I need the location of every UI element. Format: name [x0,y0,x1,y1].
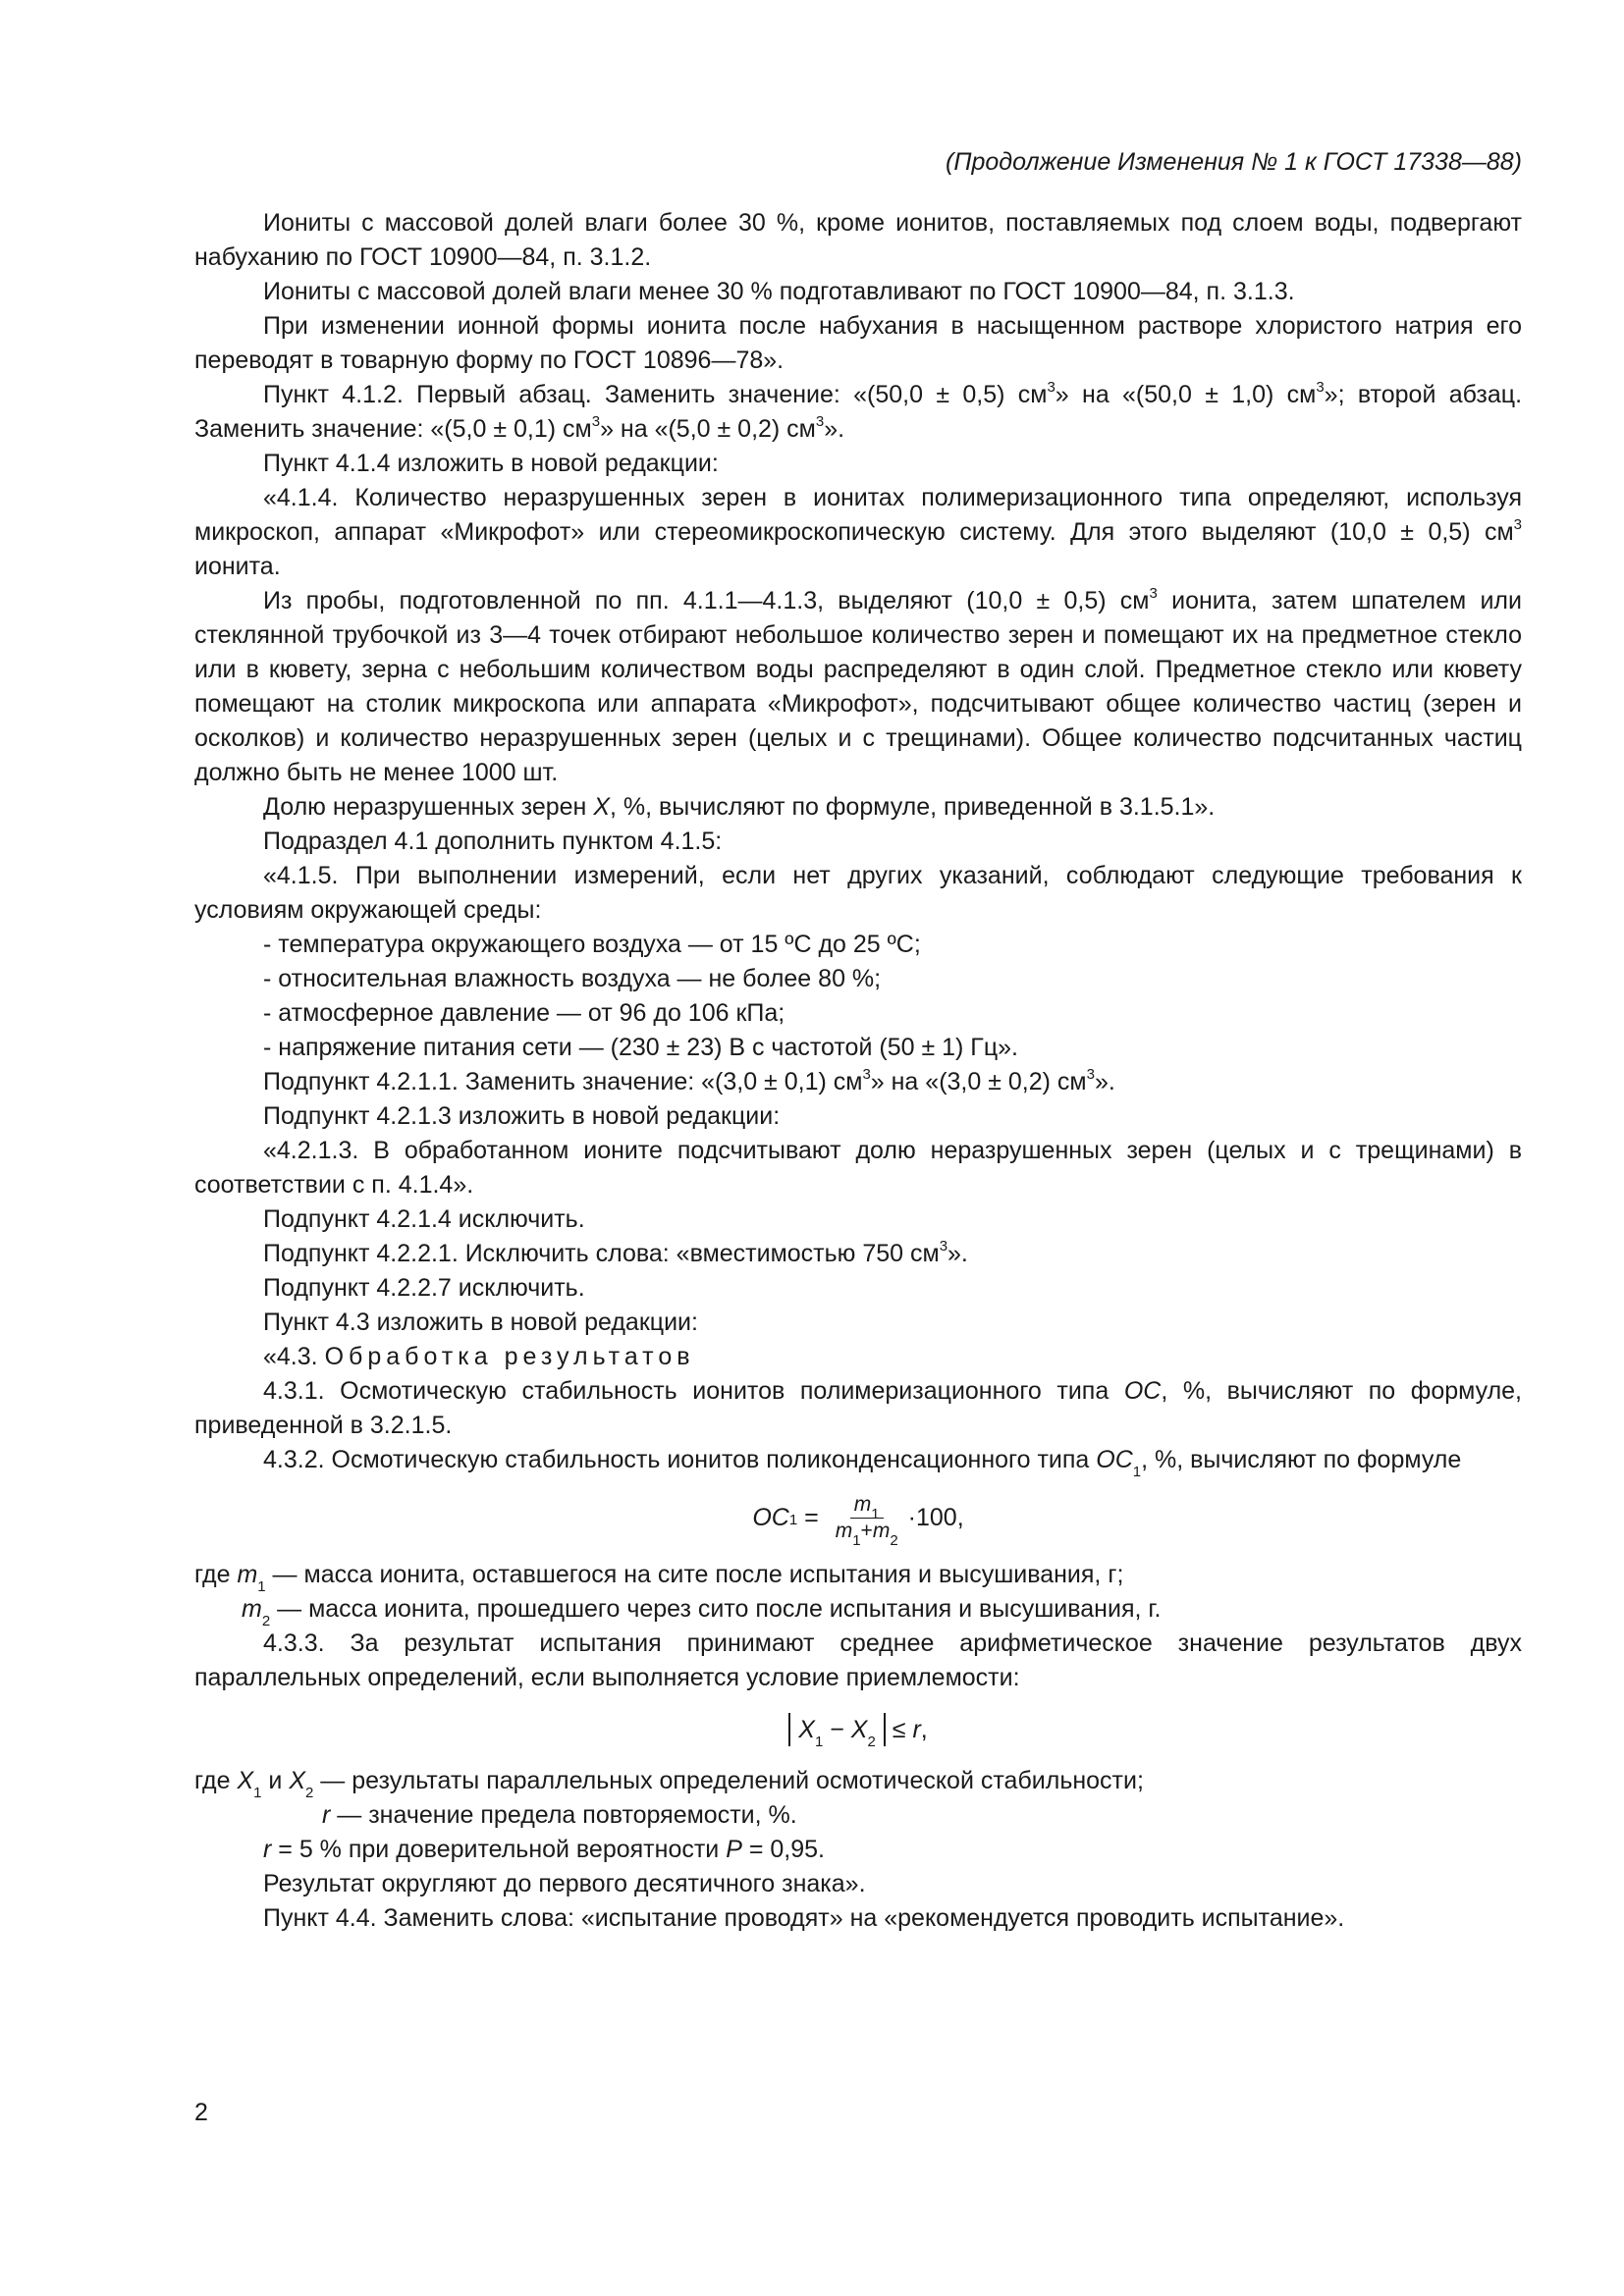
variable: P [726,1836,742,1863]
text-run: »; второй абзац. Заменить значение: «(5,0 ± 0,1) см [194,381,1523,443]
paragraph: При изменении ионной формы ионита после набухания в насыщенном растворе хлористого натрия его переводят в товарную форму по ГОСТ 10896—78». [194,312,1522,374]
formula-rhs: ·100, [907,1503,964,1531]
running-header: (Продолжение Изменения № 1 к ГОСТ 17338—88) [946,148,1522,176]
absolute-value [788,1713,886,1750]
text-run: ионита, затем шпателем или стеклянной трубочкой из 3—4 точек отбирают небольшое количество зерен и помещают их на предметное стекло или в кювету, зерна с небольшим количеством воды распределяют в один слой. Предметное стекло или кювету помещают на столик микроскопа или аппарата «Микрофот», подсчитывают общее количество частиц (зерен и осколков) и количество неразрушенных зерен (целых и с трещинами). Общее количество подсчитанных частиц должно быть не менее 1000 шт. [194,587,1522,786]
paragraph-4-3-2 [194,1443,1522,1480]
paragraph-4-3-1 [194,1374,1522,1443]
variable: r [322,1801,331,1829]
superscript: 3 [1316,378,1325,396]
paragraph: Иониты с массовой долей влаги более 30 %, кроме ионитов, поставляемых под слоем воды, подвергают набуханию по ГОСТ 10900—84, п. 3.1.2. [194,209,1522,271]
superscript: 3 [815,412,825,430]
paragraph: Иониты с массовой долей влаги менее 30 % подготавливают по ГОСТ 10900—84, п. 3.1.3. [263,278,1295,305]
text-run: » на «(50,0 ± 1,0) см [1055,381,1317,408]
variable: X [593,793,610,821]
paragraph [194,790,1522,825]
formula-acceptability [194,1695,1522,1764]
text-run: — значение предела повторяемости, %. [330,1801,797,1829]
text-run: ». [824,415,845,443]
variable: r [912,1715,921,1743]
text-run: = 5 % при доверительной вероятности [271,1836,727,1863]
variable: m [853,1492,872,1516]
text-run: Из пробы, подготовленной по пп. 4.1.1—4.1.3, выделяют (10,0 ± 0,5) см [263,587,1150,614]
paragraph-4-3-3: 4.3.3. За результат испытания принимают среднее арифметическое значение результатов двух параллельных определений, если выполняется условие приемлемости: [194,1629,1522,1691]
paragraph-4-1-4 [194,481,1522,584]
subscript: 1 [852,1531,861,1549]
variable: m [835,1519,853,1542]
paragraph: Подпункт 4.2.1.3 изложить в новой редакции: [263,1102,781,1130]
variable: m [242,1595,262,1623]
text-run: — масса ионита, оставшегося на сите после испытания и высушивания, г; [265,1561,1124,1588]
variable: X [237,1767,254,1794]
text-run: и [261,1767,290,1794]
superscript: 3 [862,1065,871,1083]
subscript: 1 [814,1734,824,1750]
list-item: - напряжение питания сети — (230 ± 23) В с частотой (50 ± 1) Гц». [263,1034,1018,1061]
subscript: 2 [890,1531,898,1549]
superscript: 3 [1149,584,1158,602]
paragraph: Пункт 4.1.4 изложить в новой редакции: [263,450,719,477]
document-body [194,206,1522,1936]
paragraph: Подпункт 4.2.1.4 исключить. [263,1205,585,1233]
formula-lhs: ОС [752,1503,789,1531]
text-run: где [194,1767,238,1794]
text-run: , %, вычисляют по формуле, приведенной в 3.2.1.5. [194,1377,1523,1439]
text-run: » на «(3,0 ± 0,2) см [870,1068,1087,1095]
subscript: 1 [871,1505,880,1522]
formula-osmotic-stability: ОС $_1$ = $\frac{m_1}{m_1+m_2}$ ·100, [752,1492,964,1549]
paragraph: Результат округляют до первого десятичного знака». [263,1870,866,1897]
variable: X [850,1716,868,1743]
paragraph [194,1065,1522,1099]
fraction-numerator [850,1492,884,1522]
text-run: Долю неразрушенных зерен [263,793,594,821]
spaced-heading: Обработка результатов [324,1343,695,1370]
text-run: ». [947,1240,968,1267]
paragraph: Пункт 4.3 изложить в новой редакции: [263,1308,698,1336]
text-run: ». [1094,1068,1115,1095]
text-run: Пункт 4.1.2. Первый абзац. Заменить значение: «(50,0 ± 0,5) см [263,381,1048,408]
text-run: , [920,1715,928,1743]
text-run: Подпункт 4.2.1.1. Заменить значение: «(3,0 ± 0,1) см [263,1068,863,1095]
equals-sign: = [797,1503,826,1531]
superscript: 3 [591,412,601,430]
list-item: - атмосферное давление — от 96 до 106 кПа; [263,999,785,1027]
list-item: - температура окружающего воздуха — от 15 ºС до 25 ºС; [263,931,921,958]
superscript: 3 [1513,515,1522,533]
subscript: 1 [1132,1464,1142,1480]
paragraph [194,1237,1522,1271]
paragraph-4-1-5: «4.1.5. При выполнении измерений, если нет других указаний, соблюдают следующие требования к условиям окружающей среды: [194,862,1522,924]
subscript: 1 [253,1785,262,1801]
subscript: 2 [261,1613,271,1629]
text-run: «4.3. [263,1343,325,1370]
text-run: — масса ионита, прошедшего через сито после испытания и высушивания, г. [270,1595,1162,1623]
text-run: где [194,1561,238,1588]
formula-legend-x [194,1764,1522,1801]
text-run: » на «(5,0 ± 0,2) см [600,415,816,443]
subscript: 1 [257,1578,266,1595]
variable: ОС [1123,1377,1162,1405]
less-equal-sign: ≤ [885,1715,913,1743]
text-run: «4.1.4. Количество неразрушенных зерен в ионитах полимеризационного типа определяют, используя микроскоп, аппарат «Микрофот» или стереомикроскопическую систему. Для этого выделяют (10,0 ± 0,5) см [194,484,1522,546]
text-run: 4.3.2. Осмотическую стабильность ионитов поликонденсационного типа [263,1446,1097,1473]
plus-sign: + [860,1519,873,1542]
formula-legend-r [194,1798,1522,1833]
subscript: 2 [305,1785,314,1801]
variable: r [263,1836,272,1863]
superscript: 3 [1047,378,1056,396]
list-item: - относительная влажность воздуха — не более 80 %; [263,965,882,992]
superscript: 3 [939,1237,948,1255]
paragraph-4-4: Пункт 4.4. Заменить слова: «испытание проводят» на «рекомендуется проводить испытание». [263,1904,1345,1932]
paragraph [194,584,1522,790]
variable: m [237,1561,258,1588]
fraction-denominator [832,1519,902,1549]
section-heading-4-3 [194,1340,1522,1374]
text-run: ионита. [194,553,281,580]
fraction [832,1492,902,1549]
superscript: 3 [1086,1065,1095,1083]
paragraph-4-2-1-3: «4.2.1.3. В обработанном ионите подсчитывают долю неразрушенных зерен (целых и с трещинами) в соответствии с п. 4.1.4». [194,1137,1522,1199]
formula-legend-m2 [194,1592,1522,1627]
variable: ОС [1096,1446,1133,1473]
variable: X [798,1716,815,1743]
formula-legend-m1 [194,1558,1522,1595]
minus-sign: − [823,1716,851,1743]
paragraph: Подраздел 4.1 дополнить пунктом 4.1.5: [263,828,723,855]
paragraph-4-1-2 [194,378,1522,447]
text-run: = 0,95. [741,1836,826,1863]
text-run: 4.3.1. Осмотическую стабильность ионитов полимеризационного типа [263,1377,1124,1405]
page-number: 2 [194,2099,208,2126]
text-run: Подпункт 4.2.2.1. Исключить слова: «вместимостью 750 см [263,1240,940,1267]
paragraph: Подпункт 4.2.2.7 исключить. [263,1274,585,1302]
text-run: , %, вычисляют по формуле, приведенной в 3.1.5.1». [610,793,1216,821]
paragraph [194,1833,1522,1867]
variable: m [872,1519,891,1542]
text-run: , %, вычисляют по формуле [1141,1446,1462,1473]
text-run: — результаты параллельных определений осмотической стабильности; [313,1767,1144,1794]
subscript: 2 [867,1734,876,1750]
variable: X [289,1767,306,1794]
